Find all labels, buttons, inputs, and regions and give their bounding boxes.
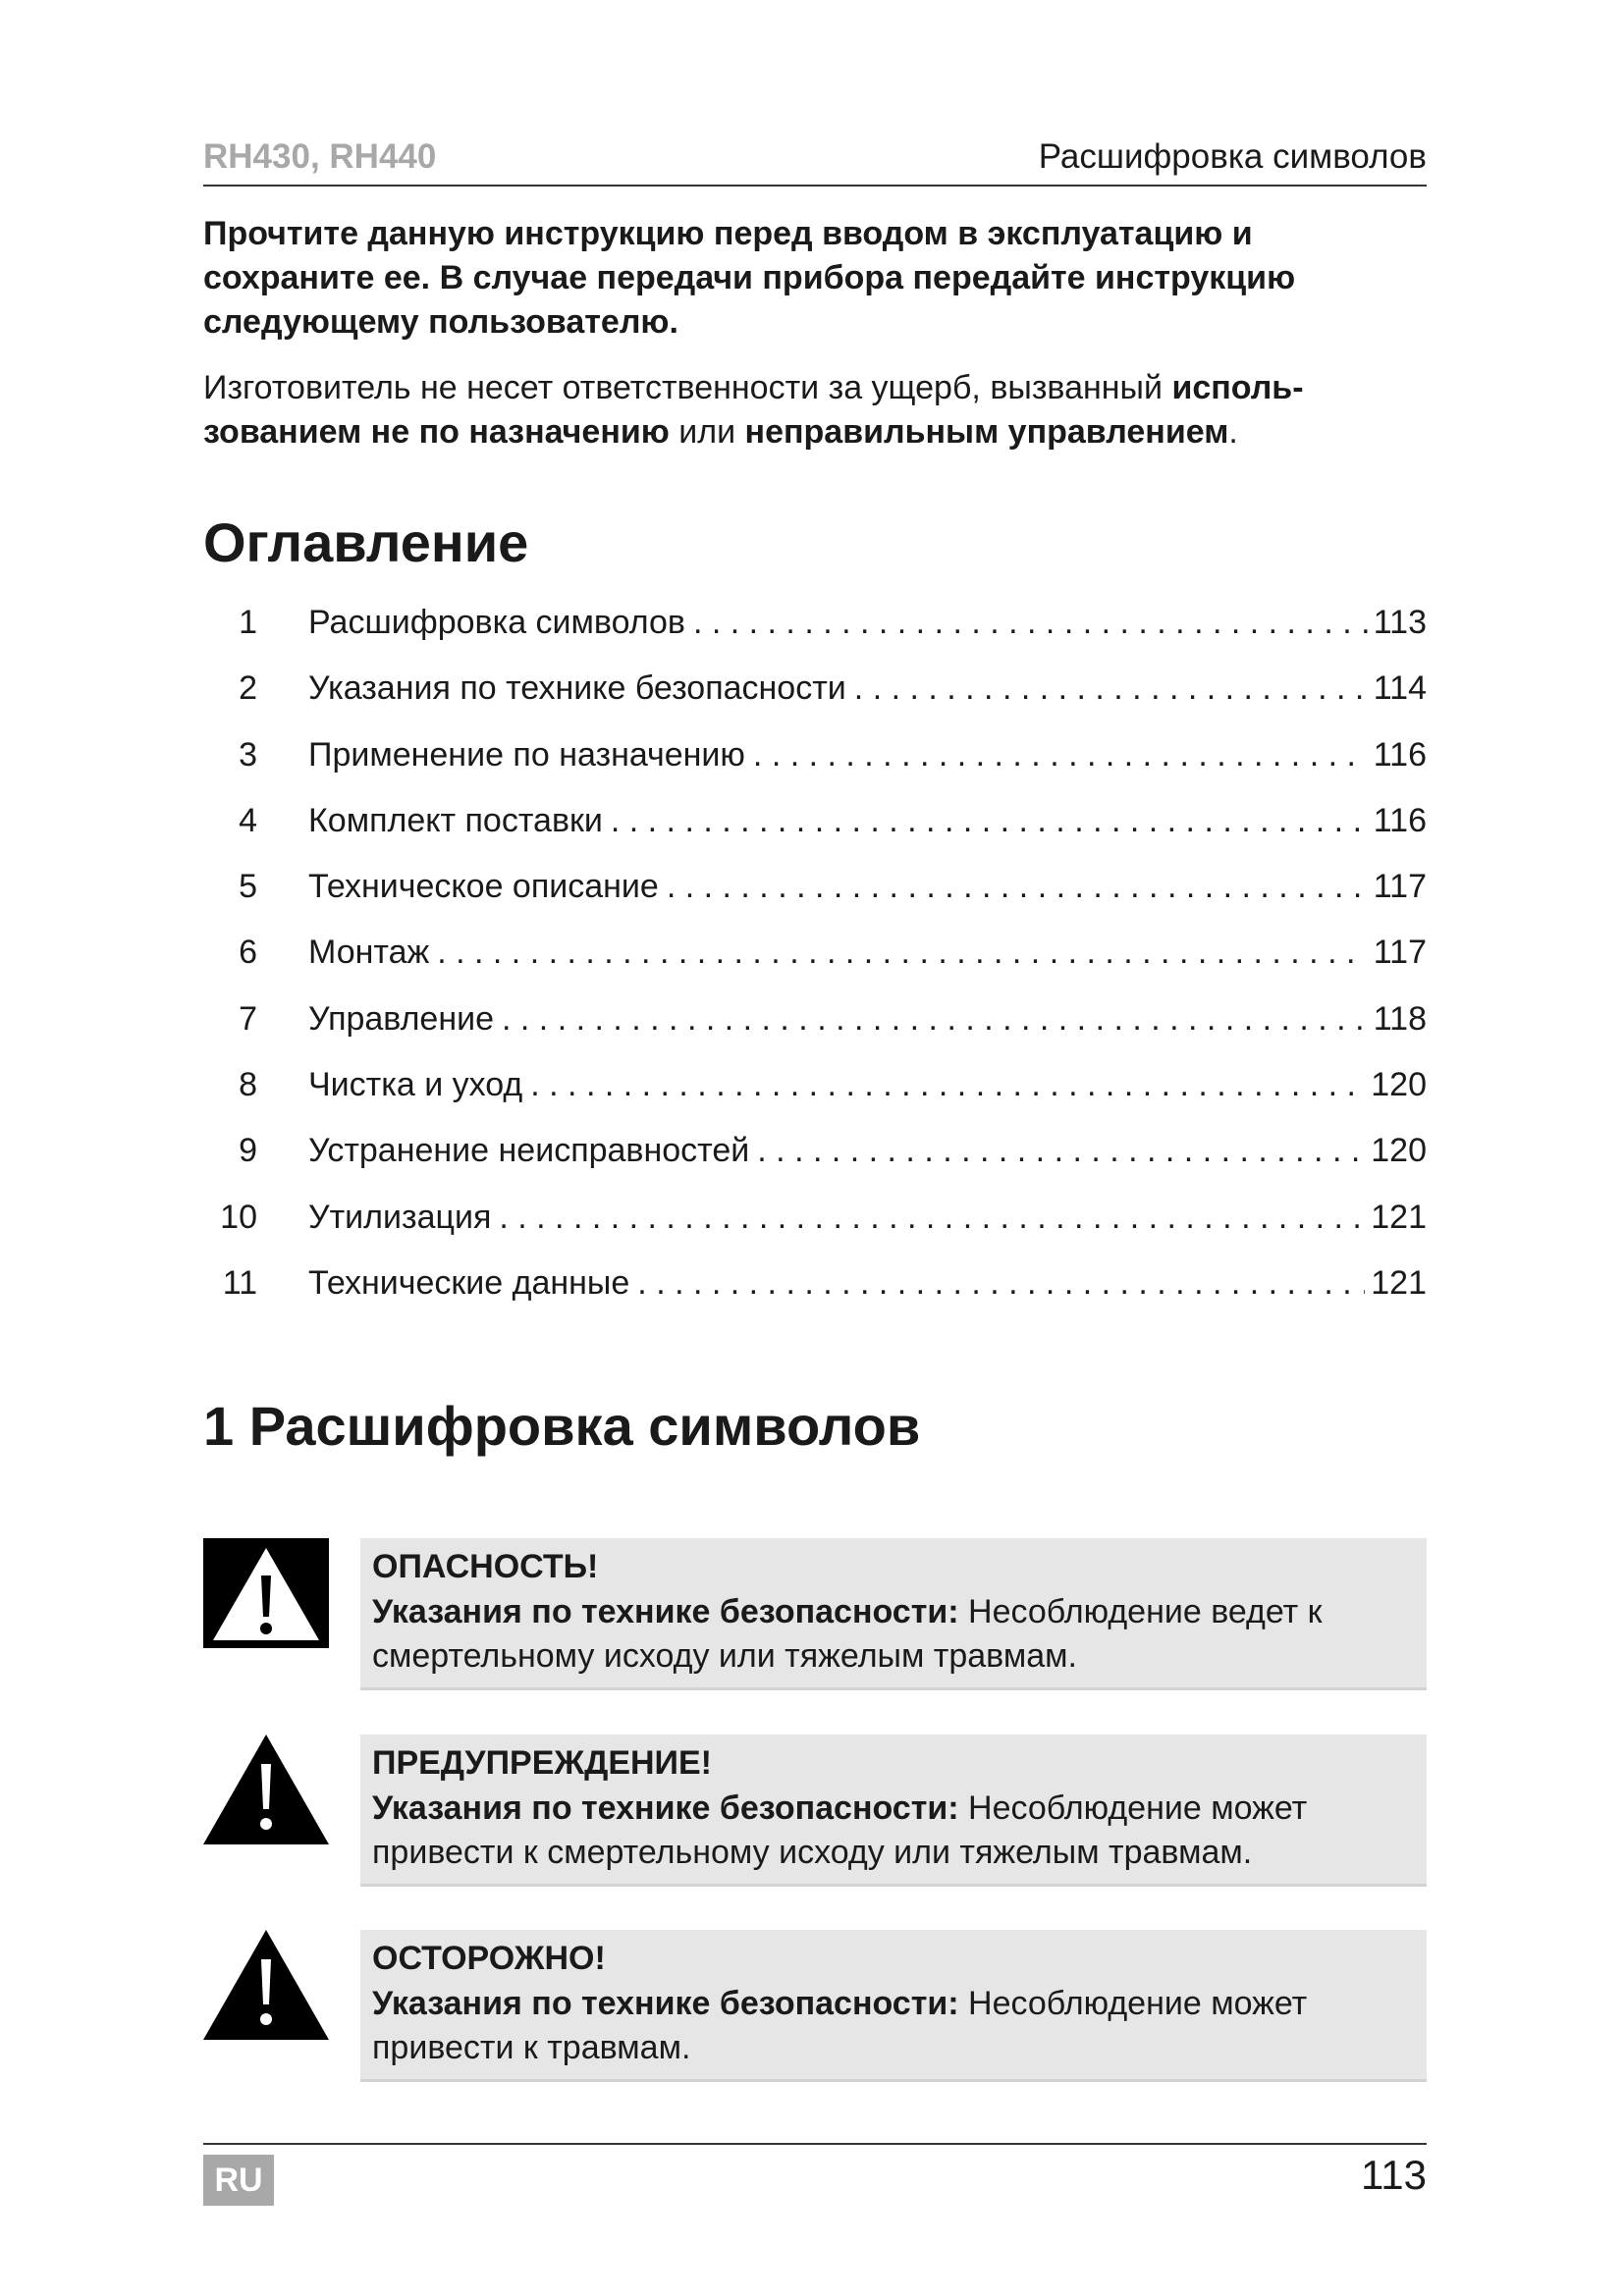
toc-item-number: 4 [239, 801, 257, 839]
liability-bold-1: исполь-зованием не по назначению [203, 369, 1304, 451]
toc-item-page: 121 [1371, 1198, 1427, 1236]
liability-bold-2: неправильным управлением [744, 413, 1229, 451]
warning-notice [203, 1735, 1427, 1887]
toc-item-page: 120 [1371, 1132, 1427, 1170]
notice-body: Несоблюдение может привести к смертельному исходу или тяжелым травмам. [372, 1789, 1308, 1871]
toc-item-page: 114 [1373, 669, 1427, 708]
document-page [203, 0, 1427, 2296]
toc-item[interactable] [203, 1261, 1427, 1327]
caution-notice-box [360, 1930, 1427, 2082]
notice-body: Несоблюдение ведет к смертельному исходу или тяжелым травмам. [372, 1593, 1323, 1675]
toc-item-number: 7 [239, 999, 257, 1038]
toc-item-number: 9 [239, 1132, 257, 1170]
toc-item-page: 116 [1373, 735, 1427, 774]
danger-warning-icon [203, 1538, 329, 1648]
toc-item-label: Указания по технике безопасности [308, 667, 846, 710]
page-header [203, 135, 1427, 187]
danger-notice-box [360, 1538, 1427, 1690]
liability-paragraph [203, 366, 1427, 454]
toc-title: Оглавление [203, 511, 529, 573]
toc-item[interactable] [203, 733, 1427, 799]
toc-item-label: Технические данные [308, 1261, 629, 1305]
toc-item-number: 2 [239, 669, 257, 708]
toc-item-number: 3 [239, 735, 257, 774]
toc-item-label: Применение по назначению [308, 733, 745, 776]
toc-item[interactable] [203, 1063, 1427, 1129]
caution-notice [203, 1930, 1427, 2082]
toc-item[interactable] [203, 667, 1427, 732]
toc-item-number: 6 [239, 934, 257, 972]
caution-triangle-icon [203, 1930, 329, 2040]
toc-item-label: Техническое описание [308, 865, 659, 908]
notice-text [372, 1982, 1413, 2070]
notice-lead: Указания по технике безопасности: [372, 1985, 959, 2022]
liability-text-2: или [669, 413, 745, 451]
toc-item-number: 11 [222, 1263, 257, 1302]
notice-title: ОПАСНОСТЬ! [372, 1548, 599, 1585]
toc-item-page: 121 [1371, 1263, 1427, 1302]
notice-lead: Указания по технике безопасности: [372, 1789, 959, 1827]
toc-item[interactable] [203, 799, 1427, 865]
notice-lead: Указания по технике безопасности: [372, 1593, 959, 1630]
toc-item[interactable] [203, 601, 1427, 667]
toc-item-label: Устранение неисправностей [308, 1129, 749, 1172]
notice-text [372, 1787, 1413, 1875]
toc-item-number: 8 [239, 1066, 257, 1104]
toc-item[interactable] [203, 1129, 1427, 1195]
liability-text-3: . [1228, 413, 1238, 451]
model-name: RH430, RH440 [203, 137, 437, 176]
toc-item[interactable] [203, 1196, 1427, 1261]
toc-item-number: 1 [239, 604, 257, 641]
toc-item-label: Расшифровка символов [308, 601, 685, 644]
toc-item-page: 117 [1373, 868, 1427, 906]
toc-item-page: 116 [1373, 801, 1427, 839]
warning-triangle-icon [203, 1735, 329, 1844]
toc-item[interactable] [203, 865, 1427, 931]
notice-body: Несоблюдение может привести к травмам. [372, 1985, 1308, 2066]
toc-item-number: 10 [220, 1198, 257, 1236]
notice-title: ПРЕДУПРЕЖДЕНИЕ! [372, 1744, 712, 1782]
toc-item[interactable] [203, 931, 1427, 996]
notice-text [372, 1590, 1413, 1679]
section-1-title: 1 Расшифровка символов [203, 1395, 921, 1457]
toc-item-page: 113 [1373, 604, 1427, 641]
notice-title: ОСТОРОЖНО! [372, 1940, 606, 1977]
toc-item-page: 120 [1371, 1066, 1427, 1104]
toc-item-label: Чистка и уход [308, 1063, 522, 1106]
toc-item-label: Комплект поставки [308, 799, 603, 842]
toc-item-label: Утилизация [308, 1196, 491, 1239]
warning-notice-box [360, 1735, 1427, 1887]
footer-divider [203, 2143, 1427, 2145]
danger-notice [203, 1538, 1427, 1690]
page-number: 113 [1361, 2152, 1427, 2198]
toc-item-number: 5 [239, 868, 257, 906]
toc-item-label: Управление [308, 997, 494, 1041]
toc-item-label: Монтаж [308, 931, 429, 974]
language-badge: RU [203, 2155, 274, 2206]
toc-item-page: 118 [1373, 999, 1427, 1038]
intro-warning-text: Прочтите данную инструкцию перед вводом в эксплуатацию и сохраните ее. В случае передачи прибора передайте инструкцию следующему пользователю. [203, 215, 1296, 341]
toc-item[interactable] [203, 997, 1427, 1063]
header-section-title: Расшифровка символов [1038, 137, 1427, 176]
table-of-contents [203, 601, 1427, 1327]
toc-item-page: 117 [1373, 934, 1427, 972]
liability-text-1: Изготовитель не несет ответственности за ущерб, вызванный [203, 369, 1172, 406]
